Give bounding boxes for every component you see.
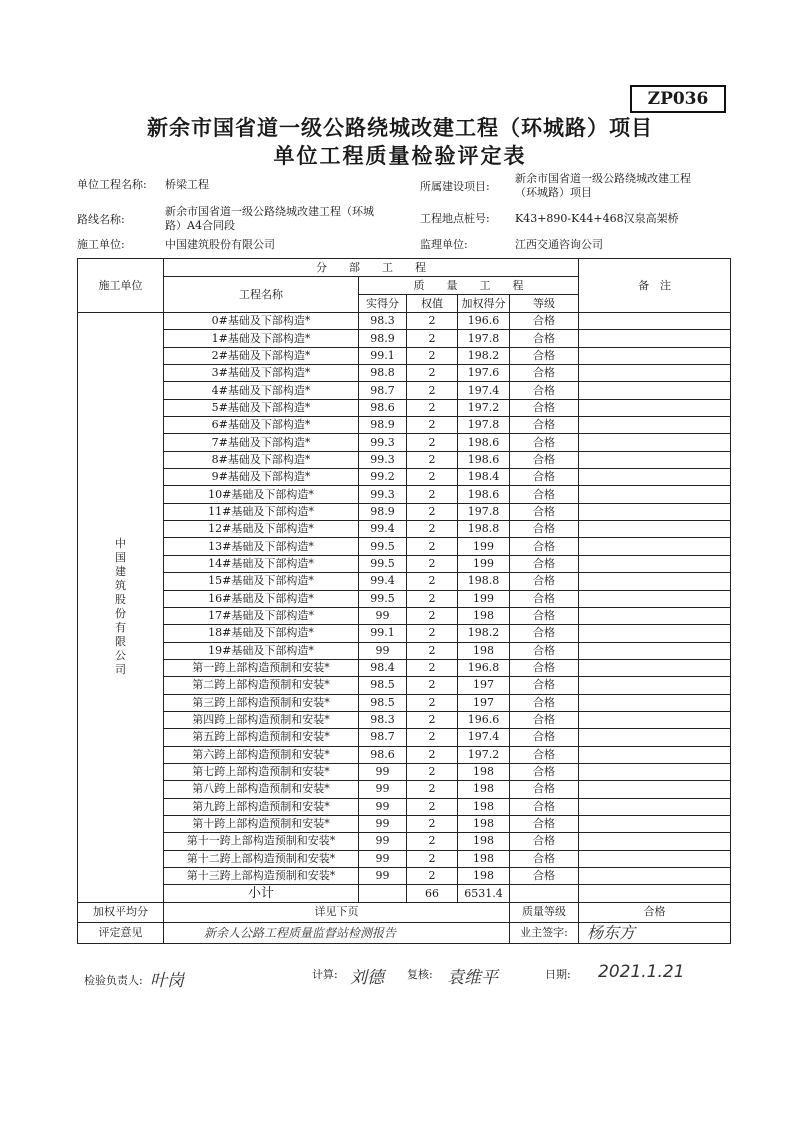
cell-weighted: 199 xyxy=(458,538,510,555)
cell-score: 99 xyxy=(359,815,407,832)
cell-weighted: 198 xyxy=(458,798,510,815)
cell-score: 98.7 xyxy=(359,382,407,399)
cell-grade: 合格 xyxy=(510,625,579,642)
project-label: 所属建设项目: xyxy=(420,180,490,193)
cell-weighted: 198.2 xyxy=(458,625,510,642)
cell-name: 第二跨上部构造预制和安装* xyxy=(164,677,359,694)
cell-name: 7#基础及下部构造* xyxy=(164,434,359,451)
cell-weight: 2 xyxy=(407,434,458,451)
construction-unit-char: 司 xyxy=(115,663,126,677)
route-value-line2: 路）A4合同段 xyxy=(165,219,235,232)
document-code: ZP036 xyxy=(630,85,726,113)
construction-unit-char: 中 xyxy=(115,537,126,551)
cell-remark xyxy=(579,382,731,399)
cell-remark xyxy=(579,347,731,364)
cell-grade: 合格 xyxy=(510,365,579,382)
owner-sign-label: 业主签字: xyxy=(510,922,579,943)
cell-name: 第十二跨上部构造预制和安装* xyxy=(164,850,359,867)
table-row xyxy=(78,798,731,815)
cell-remark xyxy=(579,469,731,486)
table-row xyxy=(78,763,731,780)
inspector-signature: 叶岗 xyxy=(150,971,184,991)
cell-name: 1#基础及下部构造* xyxy=(164,330,359,347)
cell-grade: 合格 xyxy=(510,555,579,572)
cell-weight: 2 xyxy=(407,382,458,399)
cell-score: 98.4 xyxy=(359,659,407,676)
evaluation-table xyxy=(77,258,731,944)
contractor-label: 施工单位: xyxy=(77,238,125,251)
cell-weight: 2 xyxy=(407,365,458,382)
cell-weight: 2 xyxy=(407,850,458,867)
cell-name: 14#基础及下部构造* xyxy=(164,555,359,572)
owner-signature: 杨东方 xyxy=(579,922,731,943)
cell-weighted: 198.4 xyxy=(458,469,510,486)
cell-weight: 2 xyxy=(407,677,458,694)
cell-grade: 合格 xyxy=(510,486,579,503)
table-row xyxy=(78,434,731,451)
cell-score: 99 xyxy=(359,850,407,867)
construction-unit-char: 有 xyxy=(115,621,126,635)
cell-remark xyxy=(579,417,731,434)
cell-weighted: 197 xyxy=(458,694,510,711)
cell-weight: 2 xyxy=(407,781,458,798)
cell-score: 99.3 xyxy=(359,451,407,468)
cell-grade: 合格 xyxy=(510,538,579,555)
cell-weighted: 197.8 xyxy=(458,503,510,520)
cell-weight: 2 xyxy=(407,313,458,330)
cell-score: 98.5 xyxy=(359,694,407,711)
station-value: K43+890-K44+468汉泉高架桥 xyxy=(515,212,679,225)
cell-score: 99.5 xyxy=(359,555,407,572)
cell-weight: 2 xyxy=(407,746,458,763)
cell-score: 98.9 xyxy=(359,330,407,347)
project-value-line1: 新余市国省道一级公路绕城改建工程 xyxy=(515,172,691,185)
cell-score: 99.1 xyxy=(359,625,407,642)
cell-grade: 合格 xyxy=(510,850,579,867)
cell-grade: 合格 xyxy=(510,417,579,434)
cell-weight: 2 xyxy=(407,330,458,347)
cell-grade: 合格 xyxy=(510,868,579,885)
cell-grade: 合格 xyxy=(510,607,579,624)
cell-score: 98.6 xyxy=(359,399,407,416)
cell-remark xyxy=(579,763,731,780)
cell-weighted: 198 xyxy=(458,833,510,850)
table-row xyxy=(78,607,731,624)
cell-score: 99.3 xyxy=(359,486,407,503)
cell-remark xyxy=(579,313,731,330)
cell-score: 99.4 xyxy=(359,521,407,538)
cell-weight: 2 xyxy=(407,833,458,850)
cell-score: 98.3 xyxy=(359,313,407,330)
cell-score: 99 xyxy=(359,868,407,885)
subtotal-grade xyxy=(510,885,579,902)
table-row xyxy=(78,521,731,538)
cell-remark xyxy=(579,451,731,468)
cell-grade: 合格 xyxy=(510,590,579,607)
cell-name: 第四跨上部构造预制和安装* xyxy=(164,711,359,728)
cell-name: 6#基础及下部构造* xyxy=(164,417,359,434)
cell-weight: 2 xyxy=(407,486,458,503)
table-row xyxy=(78,815,731,832)
cell-remark xyxy=(579,711,731,728)
cell-score: 99.3 xyxy=(359,434,407,451)
cell-remark xyxy=(579,746,731,763)
date-value: 2021.1.21 xyxy=(598,962,685,982)
table-row xyxy=(78,313,731,330)
table-row xyxy=(78,365,731,382)
contractor-value: 中国建筑股份有限公司 xyxy=(165,238,275,251)
cell-grade: 合格 xyxy=(510,521,579,538)
review-signature: 袁维平 xyxy=(447,968,498,988)
cell-score: 99 xyxy=(359,798,407,815)
cell-weight: 2 xyxy=(407,607,458,624)
construction-unit-char: 国 xyxy=(115,551,126,565)
date-label: 日期: xyxy=(545,968,571,981)
cell-name: 12#基础及下部构造* xyxy=(164,521,359,538)
table-row xyxy=(78,694,731,711)
cell-weighted: 198 xyxy=(458,815,510,832)
table-row xyxy=(78,555,731,572)
cell-remark xyxy=(579,503,731,520)
cell-score: 99.4 xyxy=(359,573,407,590)
cell-weight: 2 xyxy=(407,399,458,416)
cell-grade: 合格 xyxy=(510,781,579,798)
cell-weighted: 197.4 xyxy=(458,729,510,746)
cell-weight: 2 xyxy=(407,573,458,590)
header-project-name: 工程名称 xyxy=(164,277,359,313)
quality-grade-value: 合格 xyxy=(579,902,731,922)
cell-score: 98.9 xyxy=(359,417,407,434)
cell-score: 98.9 xyxy=(359,503,407,520)
subtotal-remark xyxy=(579,885,731,902)
cell-weight: 2 xyxy=(407,815,458,832)
route-value-line1: 新余市国省道一级公路绕城改建工程（环城 xyxy=(165,205,374,218)
inspector-label: 检验负责人: xyxy=(84,974,143,987)
average-label: 加权平均分 xyxy=(78,902,164,922)
cell-weighted: 199 xyxy=(458,590,510,607)
subtotal-label: 小计 xyxy=(164,885,359,902)
unit-project-label: 单位工程名称: xyxy=(77,178,147,191)
construction-unit-char: 筑 xyxy=(115,579,126,593)
cell-name: 15#基础及下部构造* xyxy=(164,573,359,590)
cell-score: 99 xyxy=(359,607,407,624)
table-row xyxy=(78,451,731,468)
cell-grade: 合格 xyxy=(510,746,579,763)
cell-name: 第十三跨上部构造预制和安装* xyxy=(164,868,359,885)
cell-remark xyxy=(579,798,731,815)
table-row xyxy=(78,729,731,746)
table-row xyxy=(78,417,731,434)
subtotal-weighted: 6531.4 xyxy=(458,885,510,902)
cell-weighted: 198 xyxy=(458,763,510,780)
cell-remark xyxy=(579,659,731,676)
calc-signature: 刘德 xyxy=(350,968,384,988)
cell-remark xyxy=(579,642,731,659)
cell-weight: 2 xyxy=(407,451,458,468)
cell-remark xyxy=(579,729,731,746)
cell-weighted: 197.6 xyxy=(458,365,510,382)
cell-name: 2#基础及下部构造* xyxy=(164,347,359,364)
cell-score: 99 xyxy=(359,642,407,659)
cell-name: 第九跨上部构造预制和安装* xyxy=(164,798,359,815)
table-row xyxy=(78,868,731,885)
opinion-label: 评定意见 xyxy=(78,922,164,943)
cell-score: 99 xyxy=(359,781,407,798)
cell-weighted: 197.8 xyxy=(458,330,510,347)
cell-weight: 2 xyxy=(407,347,458,364)
header-grade: 等级 xyxy=(510,295,579,313)
cell-name: 0#基础及下部构造* xyxy=(164,313,359,330)
cell-grade: 合格 xyxy=(510,677,579,694)
cell-weight: 2 xyxy=(407,763,458,780)
table-row xyxy=(78,781,731,798)
unit-project-value: 桥梁工程 xyxy=(165,178,209,191)
table-row xyxy=(78,677,731,694)
cell-grade: 合格 xyxy=(510,763,579,780)
cell-remark xyxy=(579,815,731,832)
cell-name: 18#基础及下部构造* xyxy=(164,625,359,642)
cell-grade: 合格 xyxy=(510,833,579,850)
cell-grade: 合格 xyxy=(510,642,579,659)
cell-remark xyxy=(579,833,731,850)
subtotal-weight: 66 xyxy=(407,885,458,902)
cell-name: 19#基础及下部构造* xyxy=(164,642,359,659)
table-row xyxy=(78,711,731,728)
header-quality: 质 量 工 程 xyxy=(359,277,579,295)
table-row xyxy=(78,590,731,607)
table-row xyxy=(78,347,731,364)
cell-name: 16#基础及下部构造* xyxy=(164,590,359,607)
average-row xyxy=(78,902,731,922)
cell-remark xyxy=(579,850,731,867)
cell-name: 第十跨上部构造预制和安装* xyxy=(164,815,359,832)
cell-score: 98.7 xyxy=(359,729,407,746)
cell-score: 98.8 xyxy=(359,365,407,382)
header-sub-project: 分 部 工 程 xyxy=(164,259,579,277)
cell-score: 98.5 xyxy=(359,677,407,694)
cell-remark xyxy=(579,538,731,555)
table-row xyxy=(78,659,731,676)
cell-grade: 合格 xyxy=(510,729,579,746)
cell-name: 8#基础及下部构造* xyxy=(164,451,359,468)
cell-name: 第六跨上部构造预制和安装* xyxy=(164,746,359,763)
cell-remark xyxy=(579,365,731,382)
cell-remark xyxy=(579,330,731,347)
cell-grade: 合格 xyxy=(510,711,579,728)
cell-weighted: 198 xyxy=(458,850,510,867)
opinion-row xyxy=(78,922,731,943)
cell-weight: 2 xyxy=(407,521,458,538)
construction-unit-char: 限 xyxy=(115,635,126,649)
cell-weight: 2 xyxy=(407,729,458,746)
cell-score: 99.5 xyxy=(359,538,407,555)
construction-unit-char: 份 xyxy=(115,607,126,621)
calc-label: 计算: xyxy=(312,968,338,981)
route-label: 路线名称: xyxy=(77,213,125,226)
table-row xyxy=(78,642,731,659)
cell-weight: 2 xyxy=(407,538,458,555)
cell-weight: 2 xyxy=(407,590,458,607)
cell-score: 99.1 xyxy=(359,347,407,364)
cell-weighted: 197.4 xyxy=(458,382,510,399)
cell-grade: 合格 xyxy=(510,382,579,399)
cell-weighted: 197.2 xyxy=(458,746,510,763)
cell-name: 第一跨上部构造预制和安装* xyxy=(164,659,359,676)
construction-unit-vertical xyxy=(78,313,164,903)
cell-weight: 2 xyxy=(407,694,458,711)
cell-remark xyxy=(579,607,731,624)
cell-name: 3#基础及下部构造* xyxy=(164,365,359,382)
header-score: 实得分 xyxy=(359,295,407,313)
cell-weighted: 197.2 xyxy=(458,399,510,416)
cell-weight: 2 xyxy=(407,798,458,815)
supervisor-label: 监理单位: xyxy=(420,238,468,251)
cell-grade: 合格 xyxy=(510,798,579,815)
construction-unit-char: 公 xyxy=(115,649,126,663)
table-row xyxy=(78,850,731,867)
cell-name: 第三跨上部构造预制和安装* xyxy=(164,694,359,711)
cell-score: 98.6 xyxy=(359,746,407,763)
table-row xyxy=(78,486,731,503)
cell-remark xyxy=(579,555,731,572)
cell-weighted: 198 xyxy=(458,642,510,659)
cell-grade: 合格 xyxy=(510,347,579,364)
cell-grade: 合格 xyxy=(510,815,579,832)
cell-weight: 2 xyxy=(407,659,458,676)
cell-remark xyxy=(579,573,731,590)
cell-grade: 合格 xyxy=(510,313,579,330)
cell-name: 4#基础及下部构造* xyxy=(164,382,359,399)
cell-grade: 合格 xyxy=(510,694,579,711)
cell-weighted: 198 xyxy=(458,868,510,885)
cell-grade: 合格 xyxy=(510,469,579,486)
cell-name: 第七跨上部构造预制和安装* xyxy=(164,763,359,780)
cell-score: 99 xyxy=(359,833,407,850)
table-row xyxy=(78,382,731,399)
cell-grade: 合格 xyxy=(510,573,579,590)
cell-weighted: 197.8 xyxy=(458,417,510,434)
cell-grade: 合格 xyxy=(510,451,579,468)
cell-remark xyxy=(579,781,731,798)
cell-grade: 合格 xyxy=(510,330,579,347)
cell-weighted: 198.6 xyxy=(458,451,510,468)
cell-name: 第八跨上部构造预制和安装* xyxy=(164,781,359,798)
cell-weighted: 199 xyxy=(458,555,510,572)
cell-weighted: 198.2 xyxy=(458,347,510,364)
cell-score: 99.2 xyxy=(359,469,407,486)
project-value-line2: （环城路）项目 xyxy=(515,186,592,199)
cell-remark xyxy=(579,590,731,607)
quality-grade-label: 质量等级 xyxy=(510,902,579,922)
cell-weighted: 198.6 xyxy=(458,434,510,451)
table-row xyxy=(78,469,731,486)
supervisor-value: 江西交通咨询公司 xyxy=(515,238,603,251)
document-subtitle: 单位工程质量检验评定表 xyxy=(273,144,527,168)
cell-weight: 2 xyxy=(407,711,458,728)
table-row xyxy=(78,746,731,763)
cell-score: 99.5 xyxy=(359,590,407,607)
station-label: 工程地点桩号: xyxy=(420,212,490,225)
construction-unit-char: 股 xyxy=(115,593,126,607)
header-construction-unit: 施工单位 xyxy=(78,259,164,313)
cell-score: 98.3 xyxy=(359,711,407,728)
table-row xyxy=(78,399,731,416)
cell-weighted: 198.6 xyxy=(458,486,510,503)
cell-weighted: 198.8 xyxy=(458,521,510,538)
cell-weight: 2 xyxy=(407,503,458,520)
opinion-handwritten: 新余人公路工程质量监督站检测报告 xyxy=(164,922,510,943)
header-weighted-score: 加权得分 xyxy=(458,295,510,313)
cell-grade: 合格 xyxy=(510,659,579,676)
cell-name: 17#基础及下部构造* xyxy=(164,607,359,624)
table-row xyxy=(78,833,731,850)
table-row xyxy=(78,503,731,520)
cell-name: 第五跨上部构造预制和安装* xyxy=(164,729,359,746)
cell-remark xyxy=(579,399,731,416)
cell-score: 99 xyxy=(359,763,407,780)
cell-weight: 2 xyxy=(407,868,458,885)
cell-grade: 合格 xyxy=(510,434,579,451)
cell-weight: 2 xyxy=(407,642,458,659)
average-value: 详见下页 xyxy=(164,902,510,922)
cell-name: 13#基础及下部构造* xyxy=(164,538,359,555)
construction-unit-char: 建 xyxy=(115,565,126,579)
cell-weighted: 196.6 xyxy=(458,711,510,728)
cell-remark xyxy=(579,434,731,451)
cell-grade: 合格 xyxy=(510,503,579,520)
header-remark: 备 注 xyxy=(579,259,731,313)
cell-name: 11#基础及下部构造* xyxy=(164,503,359,520)
header-weight: 权值 xyxy=(407,295,458,313)
cell-remark xyxy=(579,868,731,885)
cell-weighted: 196.8 xyxy=(458,659,510,676)
table-row xyxy=(78,330,731,347)
cell-remark xyxy=(579,521,731,538)
cell-grade: 合格 xyxy=(510,399,579,416)
subtotal-score xyxy=(359,885,407,902)
cell-name: 10#基础及下部构造* xyxy=(164,486,359,503)
table-row xyxy=(78,573,731,590)
cell-remark xyxy=(579,694,731,711)
cell-remark xyxy=(579,677,731,694)
cell-remark xyxy=(579,486,731,503)
cell-weight: 2 xyxy=(407,469,458,486)
cell-name: 第十一跨上部构造预制和安装* xyxy=(164,833,359,850)
cell-weighted: 198.8 xyxy=(458,573,510,590)
cell-name: 5#基础及下部构造* xyxy=(164,399,359,416)
cell-weight: 2 xyxy=(407,555,458,572)
cell-weight: 2 xyxy=(407,417,458,434)
cell-weighted: 198 xyxy=(458,781,510,798)
cell-weighted: 198 xyxy=(458,607,510,624)
document-title: 新余市国省道一级公路绕城改建工程（环城路）项目 xyxy=(147,116,653,140)
cell-name: 9#基础及下部构造* xyxy=(164,469,359,486)
review-label: 复核: xyxy=(407,968,433,981)
cell-remark xyxy=(579,625,731,642)
table-row xyxy=(78,625,731,642)
cell-weighted: 196.6 xyxy=(458,313,510,330)
cell-weighted: 197 xyxy=(458,677,510,694)
subtotal-row xyxy=(78,885,731,902)
cell-weight: 2 xyxy=(407,625,458,642)
table-row xyxy=(78,538,731,555)
